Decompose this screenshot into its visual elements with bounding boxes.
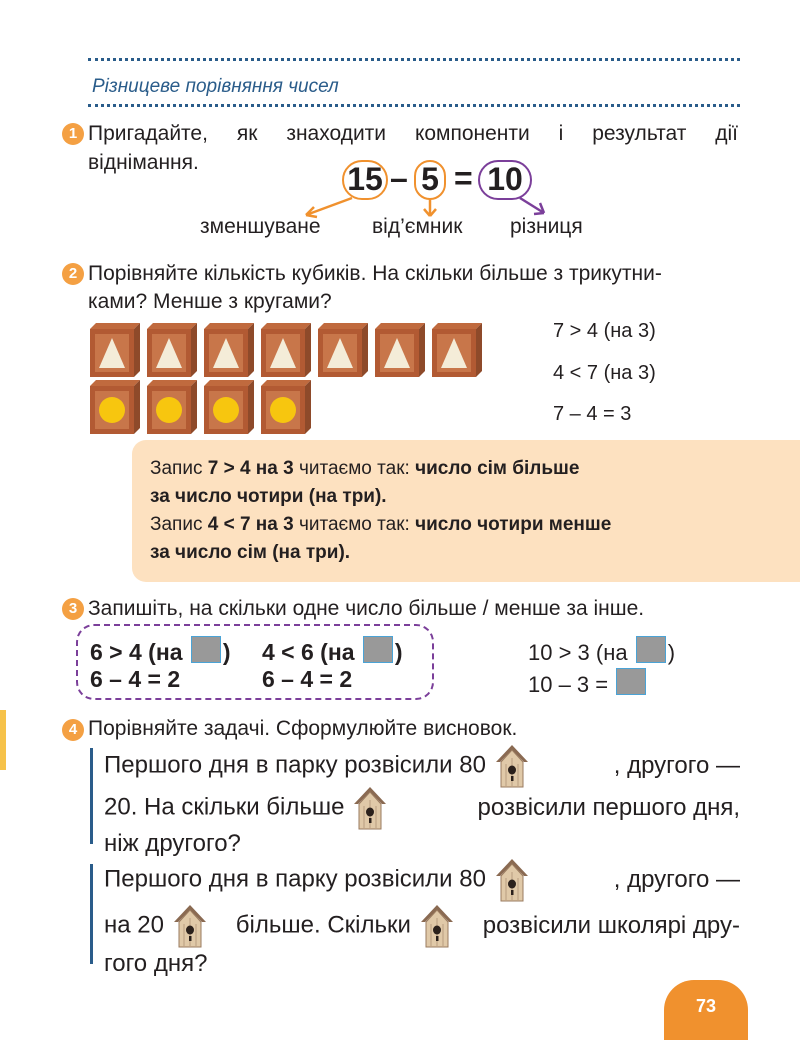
task-1-text-line1: Пригадайте, як знаходити компоненти і результат дії	[88, 122, 738, 145]
label-minuend: зменшуване	[200, 215, 321, 238]
example-2: 4 < 6 (на )	[262, 636, 403, 666]
task-2-text-line2: ками? Менше з кругами?	[88, 290, 332, 313]
birdhouse-icon	[495, 858, 529, 902]
task-1-text-line2: віднімання.	[88, 151, 199, 174]
answer-box[interactable]	[191, 636, 221, 663]
rule-note-2-line2: за число сім (на три).	[150, 542, 351, 563]
birdhouse-icon	[353, 786, 387, 830]
problem-2-line1: Першого дня в парку розвісили 80 , другого —	[104, 858, 740, 902]
question-1: 10 > 3 (на )	[528, 636, 675, 666]
problem-1	[104, 746, 740, 858]
difference-circle: 10	[478, 160, 532, 200]
cubes-circles-row	[90, 380, 330, 436]
task-3-text: Запишіть, на скільки одне число більше / менше за інше.	[88, 597, 645, 620]
birdhouse-icon	[173, 904, 207, 948]
difference-equation: 7 – 4 = 3	[553, 403, 632, 425]
page-number: 73	[664, 980, 748, 1040]
cubes-triangles-row	[90, 323, 490, 379]
answer-box[interactable]	[616, 668, 646, 695]
rule-note-2-line1: Запис 4 < 7 на 3 читаємо так: число чотири менше	[150, 514, 612, 535]
answer-box[interactable]	[363, 636, 393, 663]
problem-1-bar	[90, 748, 93, 844]
problem-1-line1: Першого дня в парку розвісили 80 , другого —	[104, 746, 740, 786]
equals-sign: =	[454, 160, 473, 196]
birdhouse-icon	[495, 744, 529, 788]
label-subtrahend: від’ємник	[372, 215, 463, 238]
example-3: 6 – 4 = 2	[90, 666, 181, 692]
task-4-number: 4	[62, 719, 84, 741]
subtrahend-circle: 5	[414, 160, 446, 200]
task-4-text: Порівняйте задачі. Сформулюйте висновок.	[88, 717, 518, 740]
minuend-circle: 15	[342, 160, 388, 200]
inequality-2: 4 < 7 (на 3)	[553, 362, 656, 384]
question-2: 10 – 3 =	[528, 668, 648, 698]
example-1: 6 > 4 (на )	[90, 636, 231, 666]
task-2-number: 2	[62, 263, 84, 285]
section-title: Різницеве порівняння чисел	[92, 76, 339, 97]
task-3-number: 3	[62, 598, 84, 620]
rule-note-1-line1: Запис 7 > 4 на 3 читаємо так: число сім більше	[150, 458, 580, 479]
task-1-number: 1	[62, 123, 84, 145]
answer-box[interactable]	[636, 636, 666, 663]
inequality-1: 7 > 4 (на 3)	[553, 320, 656, 342]
side-tab-marker	[0, 710, 6, 770]
example-4: 6 – 4 = 2	[262, 666, 353, 692]
rule-note-box	[132, 440, 800, 582]
label-difference: різниця	[510, 215, 583, 238]
problem-2-line2: на 20 більше. Скільки розвісили школярі дру-	[104, 902, 740, 950]
minus-sign: –	[390, 160, 408, 196]
problem-1-line3: ніж другого?	[104, 830, 241, 857]
birdhouse-icon	[420, 904, 454, 948]
problem-1-line2: 20. На скільки більше розвісили першого дня,	[104, 786, 740, 830]
problem-2	[104, 858, 740, 978]
rule-note-1-line2: за число чотири (на три).	[150, 486, 387, 507]
problem-2-bar	[90, 864, 93, 964]
problem-2-line3: гого дня?	[104, 950, 208, 977]
task-2-text-line1: Порівняйте кількість кубиків. На скільки більше з трикутни-	[88, 262, 662, 285]
component-arrows	[0, 0, 800, 240]
